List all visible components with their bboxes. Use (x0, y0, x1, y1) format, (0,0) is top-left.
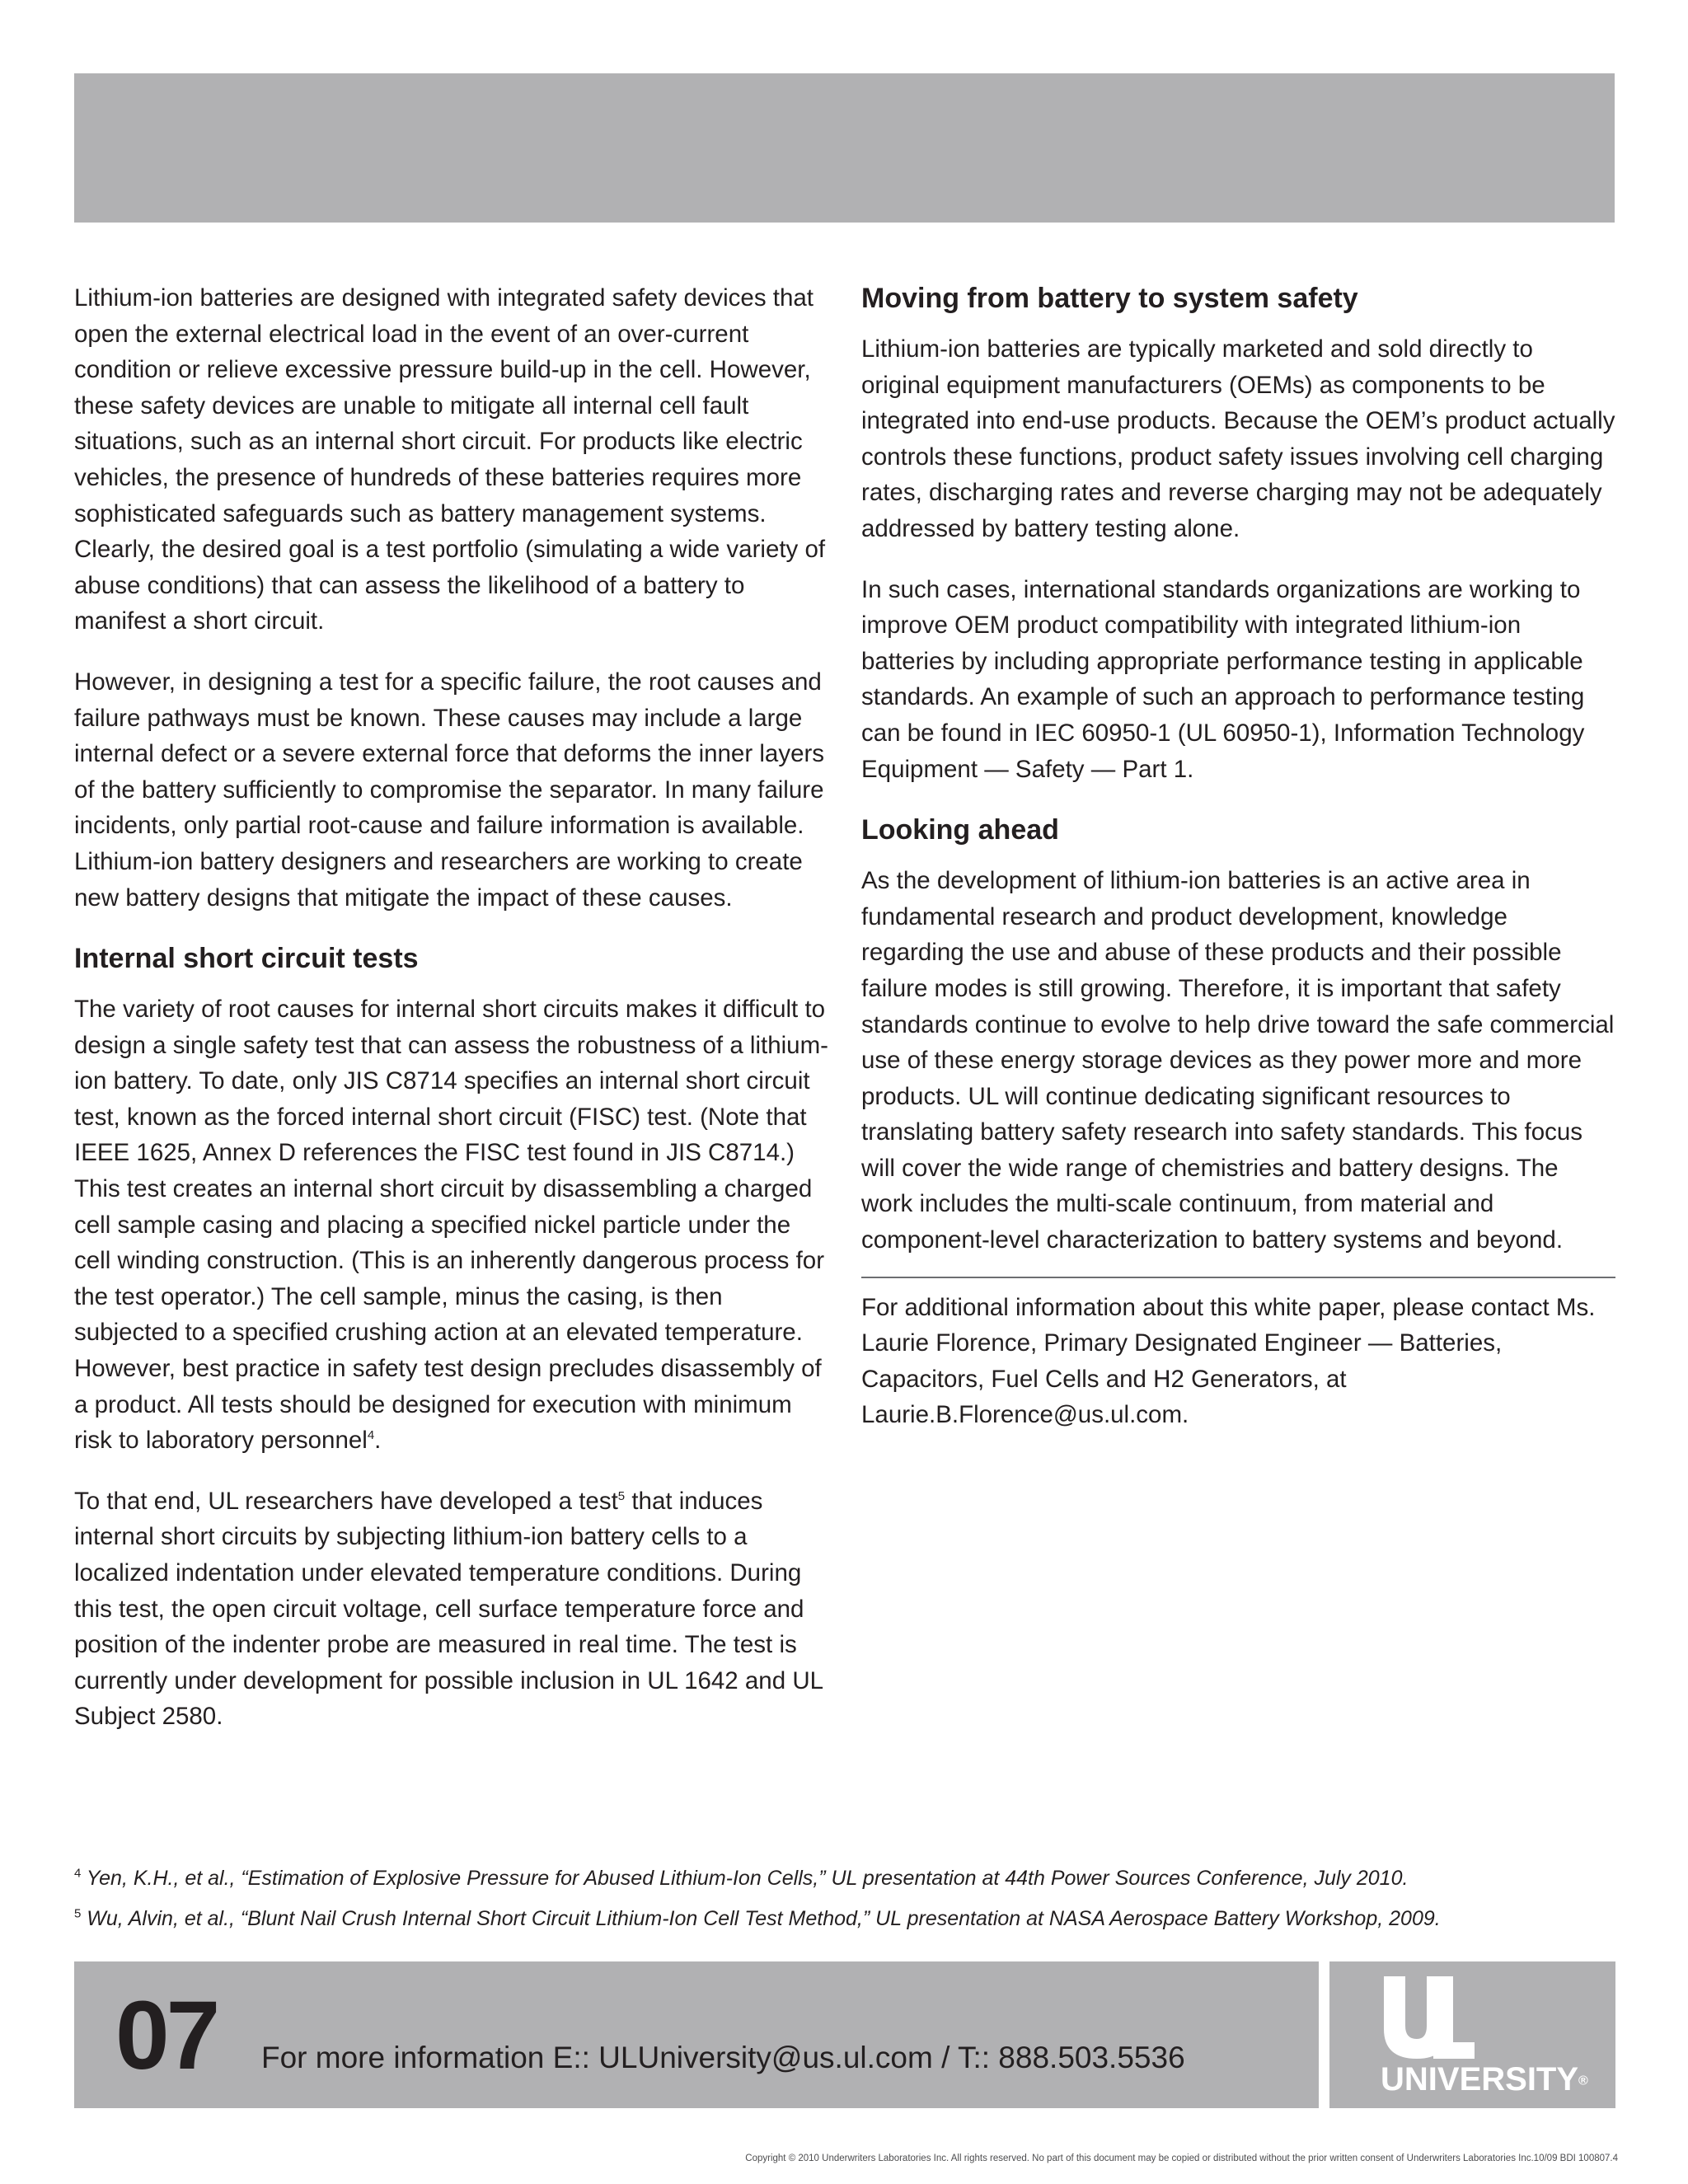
footnotes (74, 1858, 1607, 1939)
ul-university-logo (1329, 1961, 1615, 2108)
left-paragraph-3: The variety of root causes for internal short circuits makes it difficult to design a single safety test that can assess the robustness of a lithium-ion battery. To date, only JIS C8714 specifies an internal short circuit test, known as the forced internal short circuit (FISC) test. (Note that IEEE 1625, Annex D references the FISC test found in JIS C8714.) This test creates an internal short circuit by disassembling a charged cell sample casing and placing a specified nickel particle under the cell winding construction. (This is an inherently dangerous process for the test operator.) The cell sample, minus the casing, is then subjected to a specified crushing action at an elevated temperature. However, best practice in safety test design precludes disassembly of a product. All tests should be designed for execution with minimum risk to laboratory personnel$^4$. (74, 996, 828, 1455)
ul-logo-icon (1379, 1971, 1478, 2070)
logo-mark-text (1329, 1961, 1330, 1962)
footer-contact[interactable]: For more information E:: ULUniversity@us.ul.com / T:: 888.503.5536 (261, 2041, 1185, 2074)
header-band (74, 73, 1615, 223)
footer-band (74, 1961, 1319, 2108)
footnote-ref-4[interactable]: 4 (367, 1428, 375, 1443)
footnote-ref-5[interactable]: 5 (617, 1488, 626, 1503)
right-column (861, 280, 1615, 1458)
section-heading-system-safety: Moving from battery to system safety (861, 283, 1358, 314)
contact-divider (861, 1277, 1615, 1278)
registered-mark: ® (1578, 2074, 1588, 2088)
right-paragraph-3: As the development of lithium-ion batteries is an active area in fundamental research and product development, knowledge regarding the use and abuse of these products and their possible failure modes is still growing. Therefore, it is important that safety standards continue to evolve to help drive toward the safe commercial use of these energy storage devices as they power more and more products. UL will continue dedicating significant resources to translating battery safety research into safety standards. This focus will cover the wide range of chemistries and battery designs. The work includes the multi-scale continuum, from material and component-level characterization to battery systems and beyond. (861, 867, 1615, 1254)
right-paragraph-1: Lithium-ion batteries are typically marketed and sold directly to original equipment manufacturers (OEMs) as components to be integrated into end-use products. Because the OEM’s product actually controls these functions, product safety issues involving cell charging rates, discharging rates and reverse charging may not be adequately addressed by battery testing alone. (861, 335, 1615, 542)
left-paragraph-1: Lithium-ion batteries are designed with integrated safety devices that open the external electrical load in the event of an over-current condition or relieve excessive pressure build-up in the cell. However, these safety devices are unable to mitigate all internal cell fault situations, such as an internal short circuit. For products like electric vehicles, the presence of hundreds of these batteries requires more sophisticated safeguards such as battery management systems. Clearly, the desired goal is a test portfolio (simulating a wide variety of abuse conditions) that can assess the likelihood of a battery to manifest a short circuit. (74, 284, 826, 635)
page-number: 07 (115, 1981, 218, 2090)
right-paragraph-2: In such cases, international standards organizations are working to improve OEM product compatibility with integrated lithium-ion batteries by including appropriate performance testing in applicable standards. An example of such an approach to performance testing can be found in IEC 60950-1 (UL 60950-1), Information Technology Equipment — Safety — Part 1. (861, 575, 1585, 783)
contact-paragraph: For additional information about this white paper, please contact Ms. Laurie Florence, Primary Designated Engineer — Batteries, Capacitors, Fuel Cells and H2 Generators, at Laurie.B.Florence@us.ul.com. (861, 1293, 1596, 1429)
left-column (74, 280, 832, 1760)
left-paragraph-4: To that end, UL researchers have developed a test$^5$ that induces internal short circuits by subjecting lithium-ion battery cells to a localized indentation under elevated temperature conditions. During this test, the open circuit voltage, cell surface temperature force and position of the indenter probe are measured in real time. The test is currently under development for possible inclusion in UL 1642 and UL Subject 2580. (74, 1487, 823, 1731)
section-heading-internal-short-circuit: Internal short circuit tests (74, 943, 419, 975)
section-heading-looking-ahead: Looking ahead (861, 814, 1059, 846)
footnote-5: $^5$ Wu, Alvin, et al., “Blunt Nail Crush Internal Short Circuit Lithium-Ion Cell Test Method,” UL presentation at NASA Aerospace Battery Workshop, 2009. (74, 1906, 1441, 1930)
left-paragraph-2: However, in designing a test for a specific failure, the root causes and failure pathways must be known. These causes may include a large internal defect or a severe external force that deforms the inner layers of the battery sufficiently to compromise the separator. In many failure incidents, only partial root-cause and failure information is available. Lithium-ion battery designers and researchers are working to create new battery designs that mitigate the impact of these causes. (74, 668, 825, 912)
footnote-4: $^4$ Yen, K.H., et al., “Estimation of Explosive Pressure for Abused Lithium-Ion Cells,” UL presentation at 44th Power Sources Conference, July 2010. (74, 1866, 1409, 1890)
copyright-notice: Copyright © 2010 Underwriters Laboratories Inc. All rights reserved. No part of this document may be copied or distributed without the prior written consent of Underwriters Laboratories Inc.10/09 BDI 100807.4 (745, 2154, 1618, 2163)
logo-wordmark: UNIVERSITY® (1381, 2061, 1588, 2097)
